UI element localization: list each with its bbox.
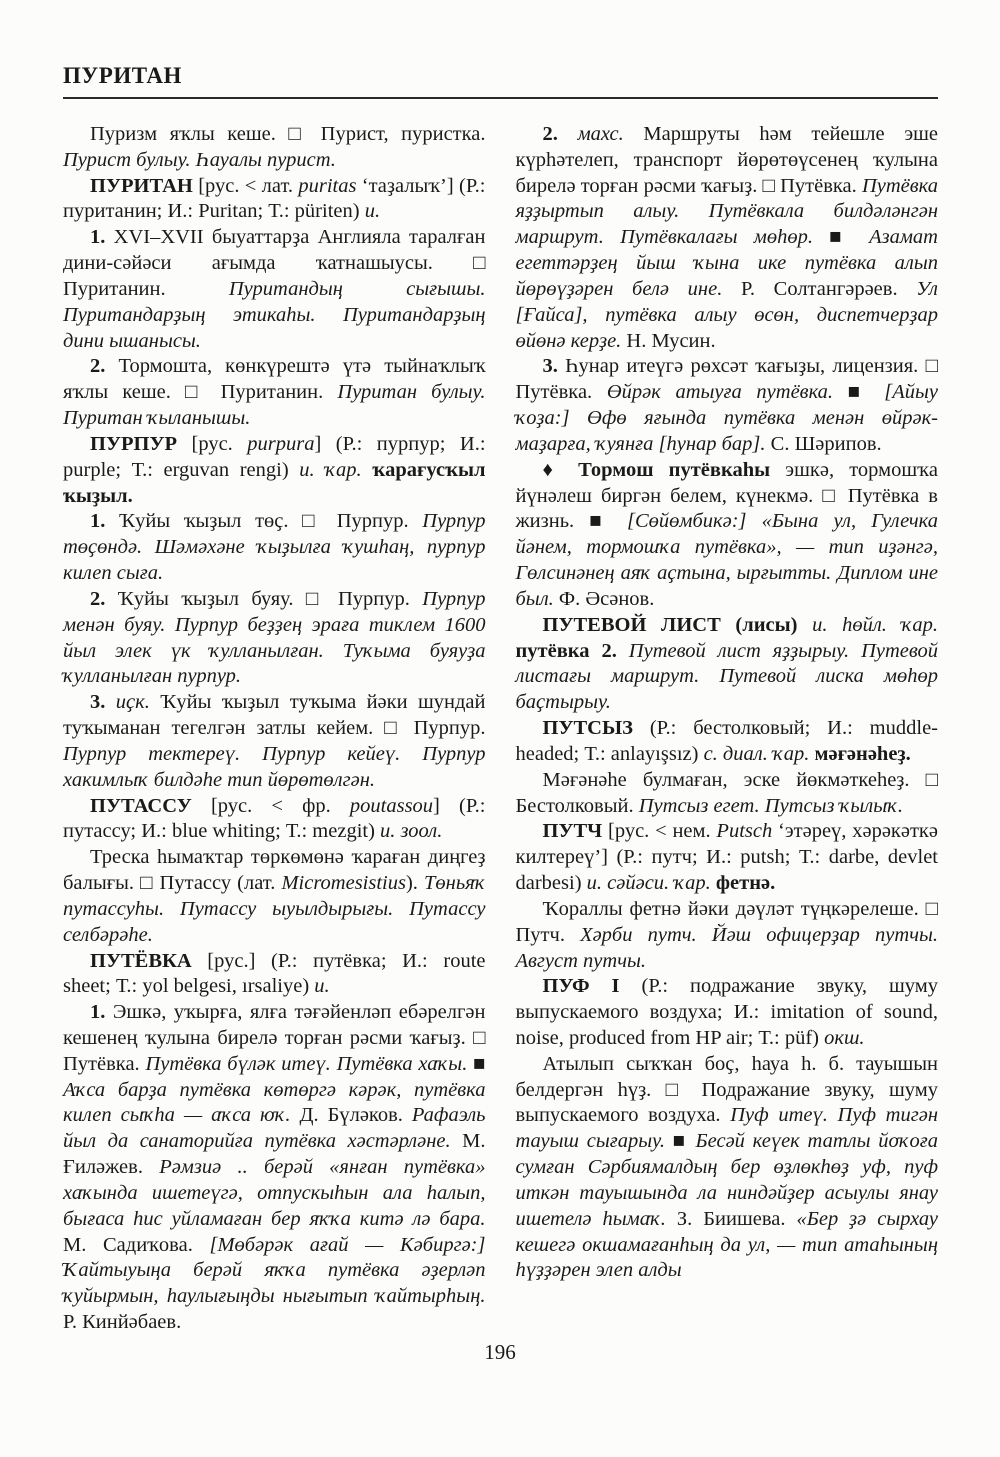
text-run: ] (Р.: пурпур; И.: purple; Т.: erguvan rengi) <box>63 432 486 481</box>
text-run: М. Садиҡова. <box>63 1233 210 1256</box>
text-run: ] (Р.: путассу; И.: blue whiting; Т.: mezgit) <box>63 794 486 843</box>
text-run: Эшкә, уҡырға, ялға тәғәйенләп ебәрелгән кешенең ҡулына бирелә торған рәсми ҡағыҙ. □ Путёвка. <box>63 1001 486 1075</box>
text-run: Пурпур менән буяу. Пурпур беҙҙең эраға тиклем 1600 йыл элек үк ҡулланылған. Туҡыма буяуҙа ҡулланылған пурпур. <box>63 587 486 688</box>
dictionary-paragraph <box>63 509 486 586</box>
text-run: Рәмзиә .. берәй «янған путёвка» хаҡында ишетеүгә, отпускыһын ала һалып, бығаса һис уйламаған бер яҡҡа китә лә бара. <box>63 1156 486 1230</box>
text-run: puritas <box>298 174 357 197</box>
text-run: purpura <box>247 432 315 455</box>
text-run: [рус. < фр. <box>191 794 350 817</box>
text-run: ■ <box>665 1130 696 1153</box>
text-run: с. диал. ҡар. <box>703 742 810 765</box>
text-run: 3. <box>90 691 106 714</box>
text-run: ПУРПУР <box>90 432 178 455</box>
text-run: [Сөйөмбикә:] «Бына ул, Гулечка йәнем, тормошҡа путёвка», — тип иҙәнгә, Гөлсинәнең аяҡ аҫтына, ырғытты. Диплом ине был. <box>515 510 939 610</box>
text-run: Тормош путёвкаһы <box>578 458 771 481</box>
text-run: ПУТСЫЗ <box>542 717 633 740</box>
text-run: Тормошта, көнкүрештә үтә тыйнаҡлыҡ яҡлы кеше. □ Пуританин. <box>63 355 486 404</box>
text-run: Путёвка яҙҙыртып алыу. Путёвкала билдәләнгән маршрут. Путёвкалағы мөһөр. <box>515 174 938 249</box>
text-run: Пуф итеү. Пуф тигән тауыш сығарыу. <box>515 1104 939 1153</box>
running-head: ПУРИТАН <box>63 63 182 88</box>
text-run: [Мөбәрәк ағай — Кәбиргә:] Ҡайтыуыңа берәй яҡҡа путёвка әҙерләп ҡуйырмын, һаулығыңды нығытып ҡайтырһың. <box>63 1233 486 1308</box>
text-run: Һунар итеүгә рөхсәт ҡағыҙы, лицензия. □ Путёвка. <box>515 355 938 404</box>
text-run: ҡарағусҡыл ҡыҙыл. <box>63 458 486 507</box>
text-run: М. Ғиләжев. <box>63 1130 486 1179</box>
dictionary-paragraph <box>63 794 486 846</box>
text-run: Путевой лист яҙҙырыу. Путевой листағы маршрут. Путевой лиска мөһөр баҫтырыу. <box>515 639 939 714</box>
text-run: 2. <box>90 587 106 610</box>
text-run: XVI–XVII быуаттарҙа Англияла таралған дини-сәйәси ағымда ҡатнашыусы. □ Пуританин. <box>63 226 486 300</box>
text-run: Пурист булыу. Һауалы пурист. <box>63 148 336 171</box>
dictionary-paragraph <box>63 690 486 793</box>
text-run: poutassou <box>349 794 434 817</box>
text-run: Аҡса барҙа путёвка көтөргә кәрәк, путёвка килеп сыҡһа — аҡса юҡ. <box>63 1078 486 1127</box>
text-run: (Р.: бестолковый; И.: muddle-headed; Т.: anlayışsız) <box>515 717 938 765</box>
text-run: Маршруты һәм тейешле эше күрһәтелеп, транспорт йөрөтөүсенең ҡулына бирелә торған рәсми ҡағыҙ. □ Путёвка. <box>515 123 939 197</box>
text-run: Хәрби путч. Йәш офицерҙар путчы. Август путчы. <box>515 923 938 972</box>
text-run: Ф. Әсәнов. <box>553 587 655 610</box>
text-run: 1. <box>90 510 106 533</box>
dictionary-paragraph <box>63 174 486 226</box>
text-run: (Р.: подражание звуку, шуму выпускаемого воздуха; И.: imitation of sound, noise, produced from HP air; Т.: püf) <box>515 975 938 1049</box>
text-run: С. Шәрипов. <box>765 432 882 455</box>
dictionary-paragraph <box>516 819 939 896</box>
text-run: ПУТАССУ <box>90 794 192 817</box>
text-run: ‘таҙалыҡ’] (Р.: пуританин; И.: Puritan; Т.: püriten) <box>63 174 486 223</box>
dictionary-paragraph <box>516 354 939 457</box>
text-run: Мәғәнәһе булмаған, эске йөкмәткеһеҙ. □ Бестолковый. <box>515 768 938 817</box>
text-run: ‘этәреү, хәрәкәткә килтереү’] (Р.: путч; И.: putsh; Т.: darbe, devlet darbesi) <box>515 820 938 895</box>
dictionary-paragraph <box>516 613 939 716</box>
text-run: махс. <box>577 123 624 145</box>
text-run: и. сәйәси. ҡар. <box>586 872 711 895</box>
text-run: окш. <box>824 1026 865 1049</box>
text-run: ПУТЧ <box>542 820 603 843</box>
dictionary-paragraph <box>516 458 939 613</box>
text-run: Пурпур тектереү. Пурпур кейеү. Пурпур хакимлыҡ билдәһе тип йөрөтөлгән. <box>63 742 486 791</box>
text-run: 1. <box>90 226 106 249</box>
text-run: Ҡуйы ҡыҙыл туҡыма йәки шундай туҡыманан тегелгән затлы кейем. □ Пурпур. <box>63 691 486 740</box>
text-run: и. һөйл. ҡар. <box>812 613 938 636</box>
text-run: Пуризм яҡлы кеше. □ Пурист, пуристка. <box>90 123 486 145</box>
text-run: ). <box>405 872 425 895</box>
text-run: Пуритан булыу. Пуритан ҡыланышы. <box>63 381 486 430</box>
text-run: З. Биишева. <box>665 1207 797 1230</box>
text-run: Ул [Ғайса], путёвка алыу өсөн, диспетчерҙар өйөнә керҙе. <box>515 277 938 352</box>
text-run: ■ <box>833 381 885 404</box>
text-run: ■ <box>467 1052 486 1075</box>
text-run: Р. Кинйәбаев. <box>63 1311 182 1334</box>
right-column <box>516 122 939 1336</box>
text-run: ПУТЁВКА <box>90 949 192 972</box>
text-run <box>558 123 578 145</box>
text-run: Ҡуйы ҡыҙыл буяу. □ Пурпур. <box>105 587 423 610</box>
text-run <box>362 459 373 481</box>
dictionary-paragraph <box>516 716 939 768</box>
text-run: фетнә. <box>715 872 776 895</box>
text-run: Пурпур төҫөндә. Шәмәхәне ҡыҙылға ҡушһаң, пурпур килеп сыға. <box>63 510 486 585</box>
text-run: Д. Бүләков. <box>290 1104 412 1127</box>
text-run: [рус. < лат. <box>192 174 299 197</box>
text-run: и. ҡар. <box>299 458 362 481</box>
text-run <box>797 614 812 636</box>
text-columns <box>63 122 938 1336</box>
dictionary-paragraph <box>63 432 486 509</box>
text-run: и. <box>364 200 381 223</box>
text-run: 1. <box>90 1001 106 1024</box>
text-run: эшкә, тормошҡа йүнәлеш биргән белем, күнекмә. □ Путёвка в жизнь. ■ <box>515 458 938 533</box>
text-run: Micromesistius <box>281 872 406 895</box>
text-run: путёвка 2. <box>515 639 617 662</box>
text-run <box>617 640 629 662</box>
dictionary-paragraph <box>516 1052 939 1284</box>
dictionary-paragraph <box>63 225 486 354</box>
text-run: Азамат егеттәрҙең йыш ҡына ике путёвка алып йөрөүҙәрен белә ине. <box>515 226 938 300</box>
text-run: Ҡораллы фетнә йәки дәүләт түңкәрелеше. □ Путч. <box>515 897 938 946</box>
dictionary-paragraph <box>516 122 939 354</box>
dictionary-paragraph <box>63 845 486 948</box>
text-run: ПУТЕВОЙ ЛИСТ (лисы) <box>542 613 798 636</box>
text-run: Путсыз егет. Путсыз ҡылыҡ. <box>638 794 904 817</box>
text-run: ПУРИТАН <box>90 174 193 197</box>
text-run <box>105 691 115 713</box>
dictionary-paragraph <box>516 974 939 1051</box>
text-run: 2. <box>90 355 106 378</box>
dictionary-paragraph <box>63 1000 486 1336</box>
header-rule <box>63 97 938 99</box>
text-run: Өйрәк атыуға путёвка. <box>606 381 834 404</box>
page-number: 196 <box>484 1340 516 1364</box>
text-run: [рус. <box>177 432 248 455</box>
text-run: [Айыу ҡоҙа:] Өфө яғында путёвка менән өйрәк-маҙарға, ҡуянға [һунар бар]. <box>515 381 938 455</box>
dictionary-paragraph <box>63 949 486 1001</box>
text-run: Атылып сыҡҡан боҫ, һауа һ. б. тауышын белдергән һүҙ. □ Подражание звуку, шуму выпускаемого воздуха. <box>515 1052 938 1127</box>
text-run: 2. <box>542 123 558 145</box>
text-run: ПУФ I <box>542 975 620 998</box>
text-run: ♦ <box>542 458 579 481</box>
text-run: 3. <box>542 355 558 378</box>
text-run: и. зоол. <box>380 820 443 843</box>
dictionary-paragraph <box>63 587 486 690</box>
dictionary-paragraph <box>516 897 939 974</box>
text-run: мәғәнәһеҙ. <box>814 742 911 765</box>
text-run: Треска һымаҡтар төркөмөнә ҡараған диңгеҙ балығы. □ Путассу (лат. <box>63 846 486 895</box>
dictionary-paragraph <box>516 768 939 820</box>
dictionary-paragraph <box>63 122 486 174</box>
text-run: Төньяҡ путассуһы. Путассу ыуылдырығы. Путассу селбәрәһе. <box>63 872 486 946</box>
left-column <box>63 122 486 1336</box>
text-run: Путёвка бүләк итеү. Путёвка хаҡы. <box>145 1052 468 1075</box>
dictionary-paragraph <box>63 354 486 431</box>
text-run: Ҡуйы ҡыҙыл төҫ. □ Пурпур. <box>105 510 423 533</box>
text-run: Н. Мусин. <box>621 329 716 352</box>
text-run: Бесәй кеүек татлы йоҡоға сумған Сәрбиямалдың бер өҙлөкһөҙ уф, пуф иткән тауышында ла ниндәйҙер асыулы янау ишетелә һымаҡ. <box>515 1130 939 1230</box>
text-run: и. <box>314 975 330 998</box>
text-run: ■ <box>812 226 870 249</box>
text-run: Пуритандың сығышы. Пуритандарҙың этикаһы. Пуритандарҙың дини ышанысы. <box>63 277 486 352</box>
text-run: Рафаэль йыл да санаторийға путёвка хәстәрләне. <box>63 1104 486 1153</box>
text-run: [рус.] (Р.: путёвка; И.: route sheet; Т.: yol belgesi, ırsaliye) <box>63 949 486 998</box>
text-run: Putsch <box>716 820 773 843</box>
text-run: «Бер ҙә сырхау кешегә окшамағанһың да ул, — тип атаһының һүҙҙәрен элеп алды <box>515 1207 938 1282</box>
text-run: [рус. < нем. <box>602 820 717 843</box>
text-run: иҫк. <box>115 691 150 714</box>
text-run: Р. Солтангәрәев. <box>722 277 917 300</box>
